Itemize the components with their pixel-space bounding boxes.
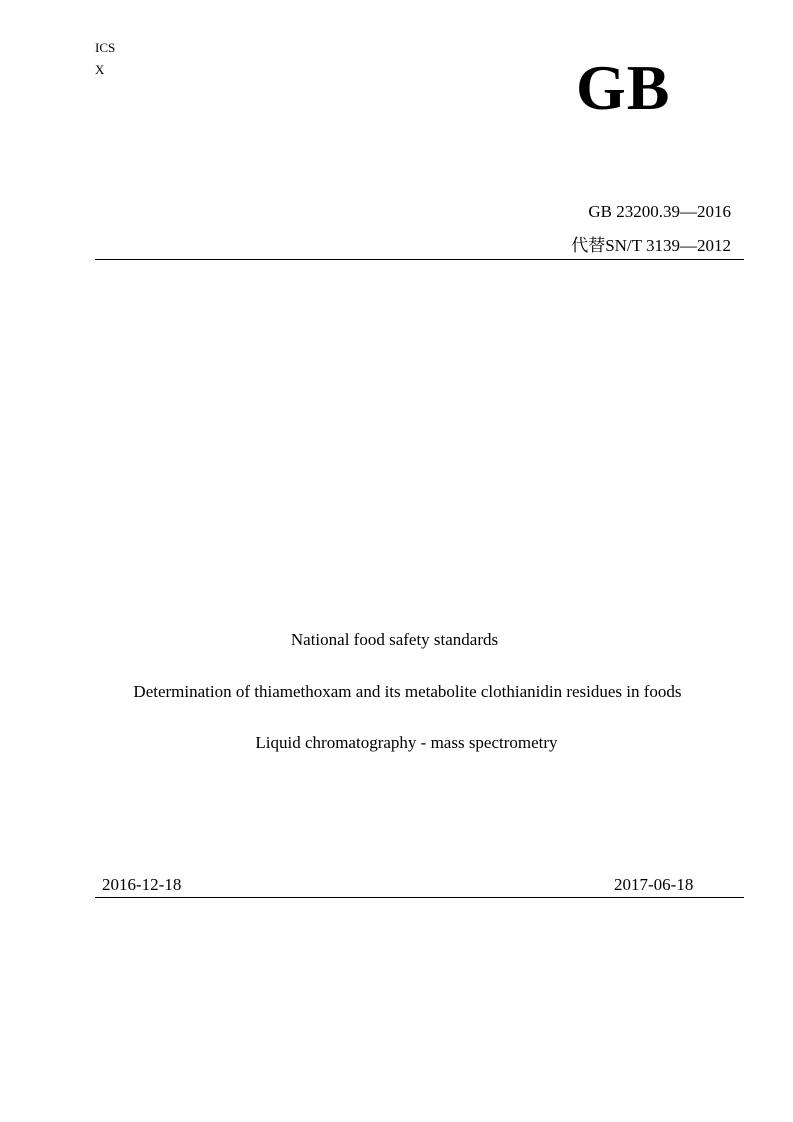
footer-divider <box>95 897 744 898</box>
standard-number: GB 23200.39—2016 <box>588 202 731 221</box>
header-divider <box>95 259 744 260</box>
classification-code: X <box>95 62 105 77</box>
method-title: Liquid chromatography - mass spectrometry <box>255 733 558 752</box>
series-title: National food safety standards <box>290 630 499 649</box>
main-title: Determination of thiamethoxam and its metabolite clothianidin residues in foods <box>133 682 682 701</box>
issue-date: 2016-12-18 <box>102 875 182 894</box>
gb-logo: GB <box>576 52 671 123</box>
ics-label: ICS <box>95 40 116 55</box>
replaces-standard: 代替SN/T 3139—2012 <box>571 236 731 255</box>
implementation-date: 2017-06-18 <box>614 875 694 894</box>
